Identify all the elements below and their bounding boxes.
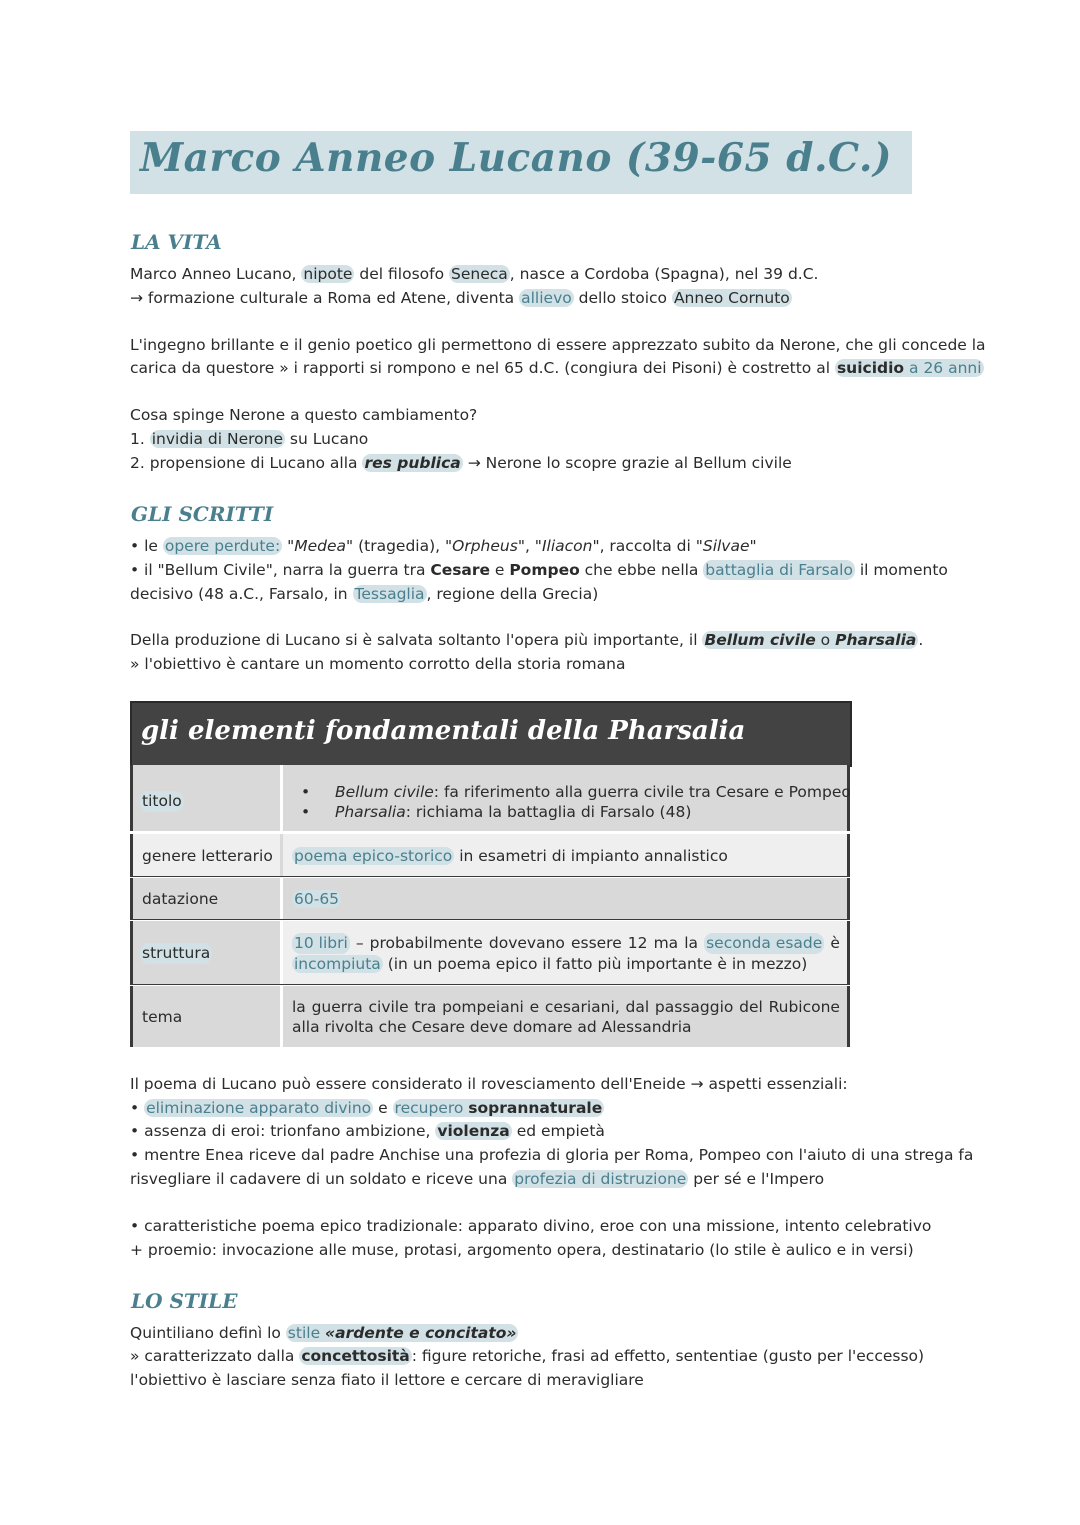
scritti-para-1: Della produzione di Lucano si è salvata soltanto l'opera più importante, il Bellum civile o Pharsalia .: [130, 631, 924, 649]
row-label-genere: genere letterario: [142, 847, 273, 865]
table-row-datazione: [130, 878, 850, 919]
highlight-ardente: stile «ardente e concitato»: [287, 1324, 517, 1342]
highlight-invidia: invidia di Nerone: [151, 430, 283, 448]
table-row-genere: [130, 834, 850, 876]
row-label-struttura: struttura: [142, 944, 211, 962]
highlight-concettosita: concettosità: [301, 1347, 410, 1365]
highlight-apparato-divino: eliminazione apparato divino: [146, 1099, 372, 1117]
vita-line-3: L'ingegno brillante e il genio poetico gli permettono di essere apprezzato subito da Nerone, che gli concede la: [130, 336, 986, 354]
scritti-bullet-2: • il "Bellum Civile", narra la guerra tra Cesare e Pompeo che ebbe nella battaglia di Farsalo il momento: [130, 561, 948, 579]
stile-line-2: » caratterizzato dalla concettosità : figure retoriche, frasi ad effetto, sententiae (gusto per l'eccesso): [130, 1347, 925, 1365]
table-header: [130, 701, 852, 767]
datazione-value: 60-65: [294, 890, 340, 908]
vita-question: Cosa spinge Nerone a questo cambiamento?: [130, 406, 478, 424]
highlight-violenza: violenza: [437, 1122, 510, 1140]
highlight-anneo-cornuto: Anneo Cornuto: [673, 289, 790, 307]
poema-line-6: • caratteristiche poema epico tradizionale: apparato divino, eroe con una missione, intento celebrativo: [130, 1217, 932, 1235]
vita-reason-2: 2. propensione di Lucano alla res publica → Nerone lo scopre grazie al Bellum civile: [130, 454, 792, 472]
vita-line-2: → formazione culturale a Roma ed Atene, diventa allievo dello stoico Anneo Cornuto: [130, 289, 790, 307]
page-title: Marco Anneo Lucano (39-65 d.C.): [140, 135, 892, 181]
table-row-titolo: [130, 765, 850, 831]
poema-line-5: risvegliare il cadavere di un soldato e riceve una profezia di distruzione per sé e l'Impero: [130, 1170, 825, 1188]
heading-vita: LA VITA: [131, 230, 222, 254]
table-row-tema: [130, 986, 850, 1047]
highlight-suicidio: suicidio a 26 anni: [836, 359, 982, 377]
scritti-bullet-1: • le opere perdute: "Medea" (tragedia), "Orpheus", "Iliacon", raccolta di "Silvae": [130, 537, 757, 555]
titolo-line-1: • Bellum civile: fa riferimento alla guerra civile tra Cesare e Pompeo: [301, 783, 851, 801]
genere-value: poema epico-storico in esametri di impianto annalistico: [294, 847, 728, 865]
row-label-tema: tema: [142, 1008, 183, 1026]
highlight-soprannaturale: recupero soprannaturale: [394, 1099, 603, 1117]
highlight-profezia: profezia di distruzione: [514, 1170, 687, 1188]
table-row-struttura: [130, 921, 850, 984]
heading-stile: LO STILE: [131, 1289, 238, 1313]
highlight-opere-perdute: opere perdute:: [164, 537, 281, 555]
tema-line-2: alla rivolta che Cesare deve domare ad Alessandria: [292, 1018, 692, 1036]
poema-line-2: • eliminazione apparato divino e recupero soprannaturale: [130, 1099, 603, 1117]
heading-scritti: GLI SCRITTI: [131, 502, 274, 526]
poema-line-3: • assenza di eroi: trionfano ambizione, violenza ed empietà: [130, 1122, 605, 1140]
scritti-bullet-2-cont: decisivo (48 a.C., Farsalo, in Tessaglia , regione della Grecia): [130, 585, 599, 603]
struttura-line-2: incompiuta (in un poema epico il fatto più importante è in mezzo): [294, 955, 808, 973]
vita-reason-1: 1. invidia di Nerone su Lucano: [130, 430, 369, 448]
poema-line-7: + proemio: invocazione alle muse, protasi, argomento opera, destinatario (lo stile è aulico e in versi): [130, 1241, 914, 1259]
highlight-tessaglia: Tessaglia: [354, 585, 425, 603]
title-banner: [130, 131, 912, 194]
stile-line-3: l'obiettivo è lasciare senza fiato il lettore e cercare di meravigliare: [130, 1371, 644, 1389]
poema-line-1: Il poema di Lucano può essere considerato il rovesciamento dell'Eneide → aspetti essenziali:: [130, 1075, 848, 1093]
highlight-seneca: Seneca: [451, 265, 508, 283]
highlight-allievo: allievo: [521, 289, 572, 307]
scritti-para-2: » l'obiettivo è cantare un momento corrotto della storia romana: [130, 655, 626, 673]
vita-line-1: Marco Anneo Lucano, nipote del filosofo Seneca , nasce a Cordoba (Spagna), nel 39 d.C.: [130, 265, 819, 283]
titolo-line-2: • Pharsalia: richiama la battaglia di Farsalo (48): [301, 803, 692, 821]
highlight-nipote: nipote: [303, 265, 353, 283]
poema-line-4: • mentre Enea riceve dal padre Anchise una profezia di gloria per Roma, Pompeo con l'aiuto di una strega fa: [130, 1146, 974, 1164]
table-title: gli elementi fondamentali della Pharsalia: [141, 716, 746, 746]
row-label-titolo: titolo: [142, 792, 182, 810]
struttura-line-1: 10 libri – probabilmente dovevano essere 12 ma la seconda esade è: [294, 934, 840, 952]
highlight-res-publica: res publica: [364, 454, 461, 472]
tema-line-1: la guerra civile tra pompeiani e cesariani, dal passaggio del Rubicone: [292, 998, 840, 1016]
stile-line-1: Quintiliano definì lo stile «ardente e concitato»: [130, 1324, 517, 1342]
highlight-pharsalia: Bellum civile o Pharsalia: [704, 631, 917, 649]
highlight-farsalo: battaglia di Farsalo: [705, 561, 853, 579]
row-label-datazione: datazione: [142, 890, 219, 908]
vita-line-4: carica da questore » i rapporti si rompono e nel 65 d.C. (congiura dei Pisoni) è costretto al suicidio a 26 anni: [130, 359, 982, 377]
